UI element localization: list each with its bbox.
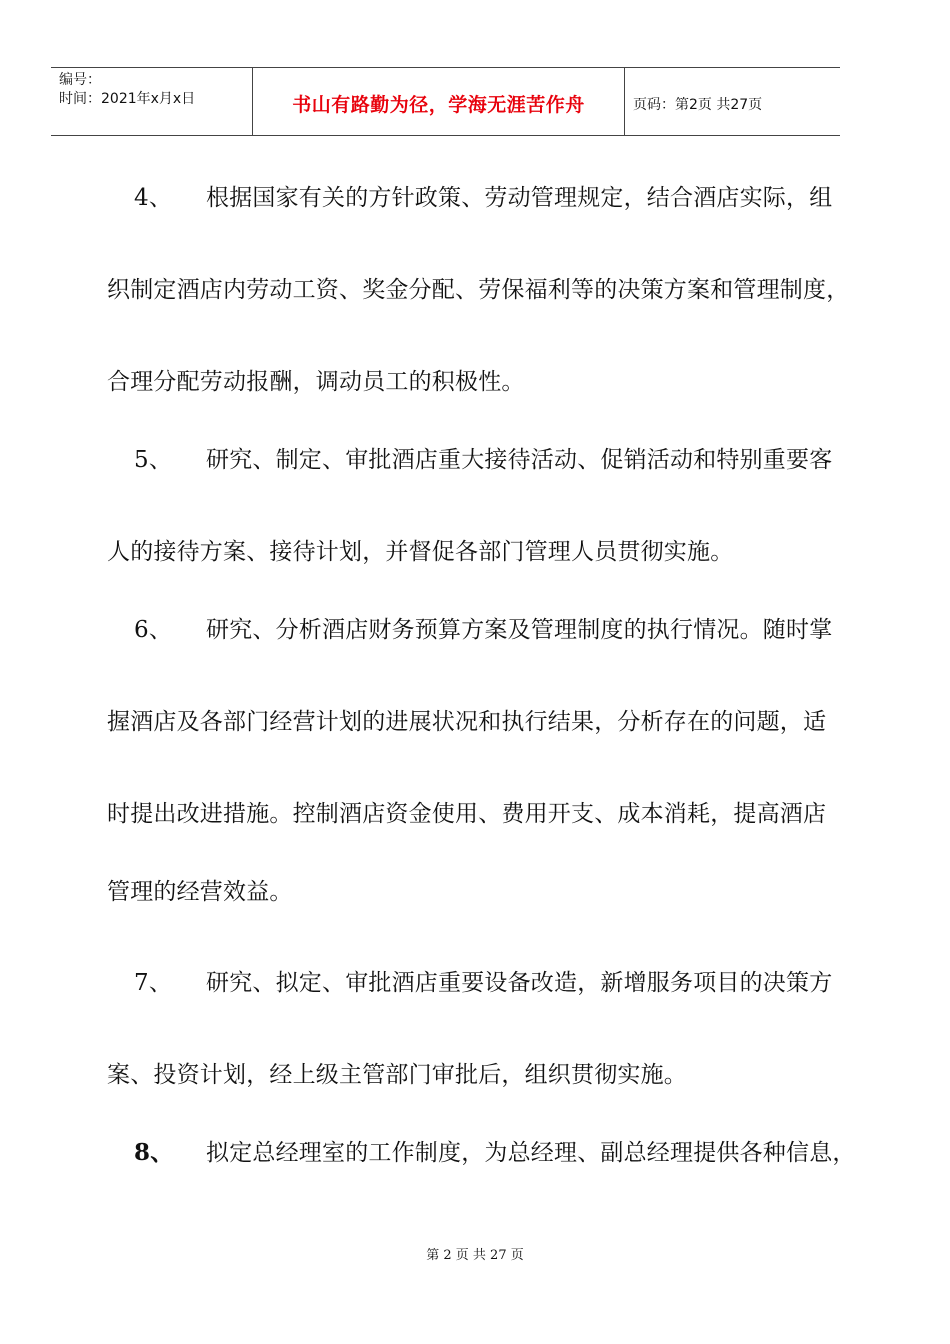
header-page-info: 页码：第2页 共27页 [633, 96, 763, 113]
paragraph-text: 拟定总经理室的工作制度，为总经理、副总经理提供各种信息， [206, 1140, 856, 1166]
item-number: 6、 [134, 617, 173, 643]
item-number: 7、 [134, 970, 173, 996]
header-motto: 书山有路勤为径，学海无涯苦作舟 [253, 68, 625, 135]
page-footer: 第 2 页 共 27 页 [426, 1248, 524, 1263]
item-number: 5、 [134, 447, 173, 473]
paragraph-text: 根据国家有关的方针政策、劳动管理规定，结合酒店实际，组 [206, 185, 833, 211]
date-label: 时间：2021年x月x日 [59, 91, 196, 107]
paragraph-5-line-2: 人的接待方案、接待计划，并督促各部门管理人员贯彻实施。 [107, 539, 734, 565]
paragraph-6-line-4: 管理的经营效益。 [107, 879, 293, 905]
paragraph-6-line-3: 时提出改进措施。控制酒店资金使用、费用开支、成本消耗，提高酒店 [107, 801, 827, 827]
paragraph-4-line-1 [134, 183, 832, 213]
paragraph-6-line-2: 握酒店及各部门经营计划的进展状况和执行结果，分析存在的问题，适 [107, 709, 827, 735]
paragraph-7-line-2: 案、投资计划，经上级主管部门审批后，组织贯彻实施。 [107, 1062, 687, 1088]
header-meta [51, 68, 253, 135]
document-header [51, 67, 840, 136]
paragraph-5-line-1 [134, 445, 832, 475]
paragraph-text: 研究、制定、审批酒店重大接待活动、促销活动和特别重要客 [206, 447, 833, 473]
paragraph-4-line-2: 织制定酒店内劳动工资、奖金分配、劳保福利等的决策方案和管理制度， [107, 277, 850, 303]
paragraph-text: 研究、拟定、审批酒店重要设备改造，新增服务项目的决策方 [206, 970, 833, 996]
code-label: 编号： [59, 72, 101, 88]
paragraph-7-line-1 [134, 968, 832, 998]
item-number: 8、 [134, 1139, 174, 1166]
item-number: 4、 [134, 185, 173, 211]
paragraph-8-line-1 [134, 1138, 856, 1168]
paragraph-4-line-3: 合理分配劳动报酬，调动员工的积极性。 [107, 369, 525, 395]
paragraph-text: 研究、分析酒店财务预算方案及管理制度的执行情况。随时掌 [206, 617, 833, 643]
paragraph-6-line-1 [134, 615, 832, 645]
